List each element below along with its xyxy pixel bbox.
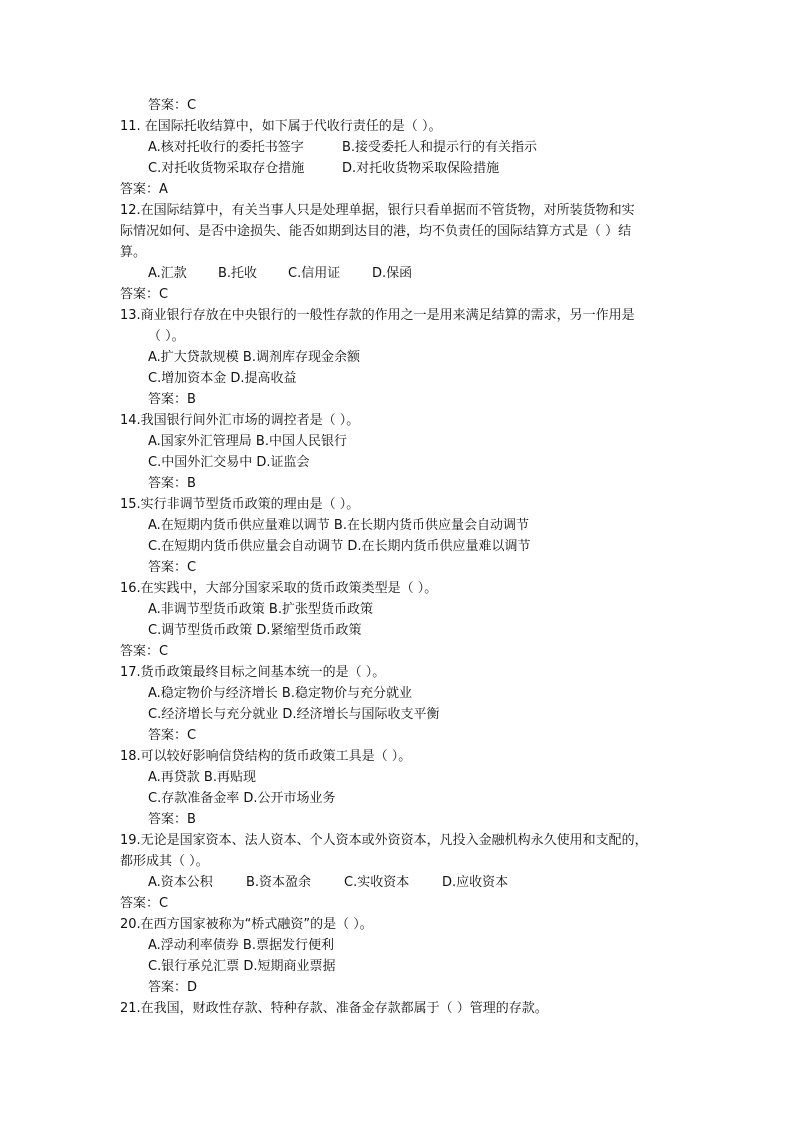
question-20-stem: 20.在西方国家被称为“桥式融资”的是（ ）。 [120,917,373,932]
question-11-options-row2 [148,160,499,178]
question-19-stem-line1: 19.无论是国家资本、法人资本、个人资本或外资资本，凡投入金融机构永久使用和支配的， [120,833,648,848]
question-12-stem-line1: 12.在国际结算中，有关当事人只是处理单据，银行只看单据而不管货物，对所装货物和实 [120,203,635,218]
question-21-stem: 21.在我国，财政性存款、特种存款、准备金存款都属于（ ）管理的存款。 [120,1001,548,1016]
question-14-options-row2: C.中国外汇交易中 D.证监会 [148,455,310,470]
question-19-answer: 答案：C [120,896,169,911]
option-c: C.实收资本 [344,875,410,890]
question-16-options-row1: A.非调节型货币政策 B.扩张型货币政策 [148,602,373,617]
question-11-answer: 答案：A [120,182,168,197]
question-17-stem: 17.货币政策最终目标之间基本统一的是（ ）。 [120,665,386,680]
question-18-stem: 18.可以较好影响信贷结构的货币政策工具是（ ）。 [120,749,412,764]
question-17-answer: 答案：C [148,728,197,743]
question-16-answer: 答案：C [120,644,169,659]
question-17-options-row1: A.稳定物价与经济增长 B.稳定物价与充分就业 [148,686,412,701]
question-12-options [148,265,412,283]
option-b: B.接受委托人和提示行的有关指示 [342,140,538,155]
option-b: B.托收 [218,266,258,281]
question-15-answer: 答案：C [148,560,197,575]
option-d: D.对托收货物采取保险措施 [342,161,500,176]
option-a: A.核对托收行的委托书签字 [148,140,304,155]
question-11-options-row1 [148,139,537,157]
question-12-stem-line2: 际情况如何、是否中途损失、能否如期到达目的港，均不负责任的国际结算方式是（ ）结 [120,224,632,239]
question-13-options-row2: C.增加资本金 D.提高收益 [148,371,297,386]
question-20-answer: 答案：D [148,980,198,995]
question-18-options-row1: A.再贷款 B.再贴现 [148,770,256,785]
question-14-answer: 答案：B [148,476,196,491]
question-13-stem-line1: 13.商业银行存放在中央银行的一般性存款的作用之一是用来满足结算的需求，另一作用是 [120,308,635,323]
option-d: D.保函 [372,266,413,281]
question-15-options-row1: A.在短期内货币供应量难以调节 B.在长期内货币供应量会自动调节 [148,518,529,533]
question-19-stem-line2: 都形成其（ ）。 [120,854,209,869]
question-14-stem: 14.我国银行间外汇市场的调控者是（ ）。 [120,413,360,428]
question-14-options-row1: A.国家外汇管理局 B.中国人民银行 [148,434,347,449]
question-12-answer: 答案：C [120,287,169,302]
option-a: A.汇款 [148,266,187,281]
question-19-options [148,874,508,892]
question-13-options-row1: A.扩大贷款规模 B.调剂库存现金余额 [148,350,360,365]
question-18-options-row2: C.存款准备金率 D.公开市场业务 [148,791,336,806]
option-c: C.对托收货物采取存仓措施 [148,161,305,176]
question-13-stem-line2: （ ）。 [148,329,185,344]
option-b: B.资本盈余 [246,875,312,890]
question-12-stem-line3: 算。 [120,245,147,260]
question-11-stem: 11. 在国际托收结算中，如下属于代收行责任的是（ ）。 [120,119,442,134]
option-d: D.应收资本 [442,875,509,890]
question-18-answer: 答案：B [148,812,196,827]
question-15-options-row2: C.在短期内货币供应量会自动调节 D.在长期内货币供应量难以调节 [148,539,531,554]
question-20-options-row1: A.浮动利率债券 B.票据发行便利 [148,938,334,953]
option-a: A.资本公积 [148,875,213,890]
question-16-stem: 16.在实践中，大部分国家采取的货币政策类型是（ ）。 [120,581,438,596]
question-16-options-row2: C.调节型货币政策 D.紧缩型货币政策 [148,623,362,638]
question-20-options-row2: C.银行承兑汇票 D.短期商业票据 [148,959,336,974]
question-15-stem: 15.实行非调节型货币政策的理由是（ ）。 [120,497,360,512]
question-17-options-row2: C.经济增长与充分就业 D.经济增长与国际收支平衡 [148,707,440,722]
option-c: C.信用证 [288,266,341,281]
question-13-answer: 答案：B [148,392,196,407]
answer-line: 答案：C [148,98,197,113]
